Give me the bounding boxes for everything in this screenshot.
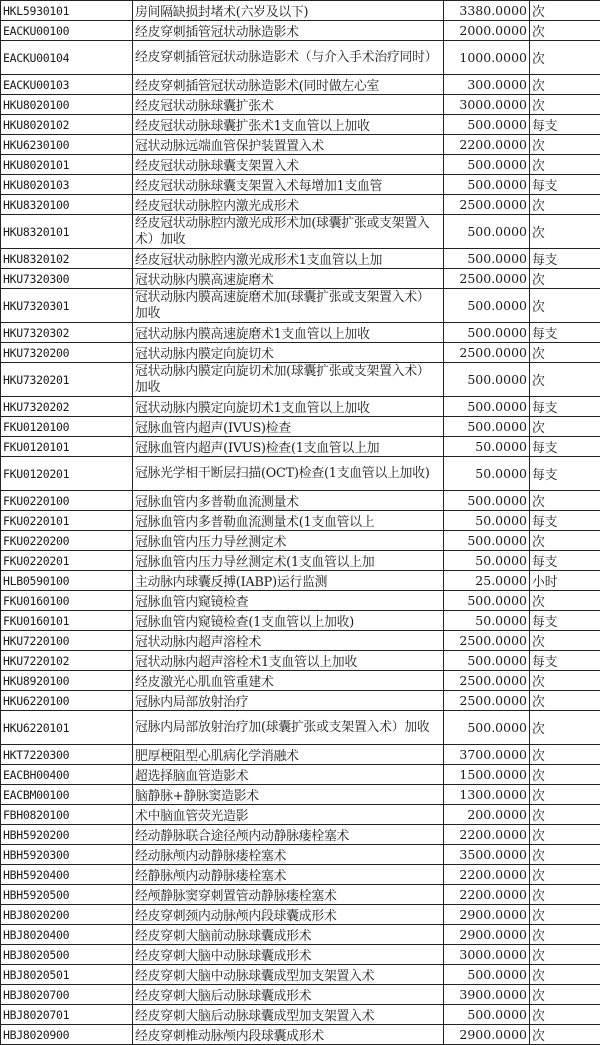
name-cell: 经皮激光心肌血管重建术 bbox=[133, 671, 444, 691]
price-cell: 3900.0000 bbox=[444, 985, 530, 1005]
unit-cell: 每支 bbox=[530, 115, 600, 135]
price-cell: 2900.0000 bbox=[444, 905, 530, 925]
name-cell: 冠脉血管内窥镜检查(1支血管以上加收) bbox=[133, 611, 444, 631]
price-cell: 500.0000 bbox=[444, 323, 530, 343]
code-cell: HKU6220100 bbox=[1, 691, 133, 711]
price-cell: 2200.0000 bbox=[444, 865, 530, 885]
table-row bbox=[1, 215, 600, 249]
unit-cell: 每支 bbox=[530, 511, 600, 531]
code-cell: HBH5920200 bbox=[1, 825, 133, 845]
table-row bbox=[1, 651, 600, 671]
price-cell: 500.0000 bbox=[444, 249, 530, 269]
price-cell: 500.0000 bbox=[444, 491, 530, 511]
unit-cell: 次 bbox=[530, 269, 600, 289]
unit-cell: 次 bbox=[530, 925, 600, 945]
name-cell: 术中脑血管荧光造影 bbox=[133, 805, 444, 825]
price-cell: 2200.0000 bbox=[444, 825, 530, 845]
table-row bbox=[1, 289, 600, 323]
code-cell: EACKU00104 bbox=[1, 41, 133, 75]
unit-cell: 次 bbox=[530, 289, 600, 323]
code-cell: HBH5920500 bbox=[1, 885, 133, 905]
name-cell: 经皮冠状动脉腔内激光成形术 bbox=[133, 195, 444, 215]
price-cell: 1300.0000 bbox=[444, 785, 530, 805]
price-cell: 50.0000 bbox=[444, 457, 530, 491]
code-cell: FKU0220101 bbox=[1, 511, 133, 531]
price-cell: 500.0000 bbox=[444, 115, 530, 135]
code-cell: HBH5920400 bbox=[1, 865, 133, 885]
table-row bbox=[1, 745, 600, 765]
name-cell: 主动脉内球囊反搏(IABP)运行监测 bbox=[133, 571, 444, 591]
code-cell: FKU0120101 bbox=[1, 437, 133, 457]
table-row bbox=[1, 343, 600, 363]
unit-cell: 次 bbox=[530, 765, 600, 785]
price-cell: 500.0000 bbox=[444, 711, 530, 745]
price-cell: 500.0000 bbox=[444, 175, 530, 195]
table-row bbox=[1, 417, 600, 437]
price-cell: 200.0000 bbox=[444, 805, 530, 825]
table-row bbox=[1, 21, 600, 41]
table-row bbox=[1, 765, 600, 785]
table-row bbox=[1, 925, 600, 945]
code-cell: HBH5920300 bbox=[1, 845, 133, 865]
price-cell: 2900.0000 bbox=[444, 925, 530, 945]
price-cell: 3000.0000 bbox=[444, 945, 530, 965]
price-cell: 2500.0000 bbox=[444, 195, 530, 215]
name-cell: 冠脉光学相干断层扫描(OCT)检查(1支血管以上加收) bbox=[133, 457, 444, 491]
price-cell: 50.0000 bbox=[444, 511, 530, 531]
table-row bbox=[1, 269, 600, 289]
name-cell: 经皮冠状动脉球囊扩张术 bbox=[133, 95, 444, 115]
unit-cell: 次 bbox=[530, 491, 600, 511]
code-cell: FBH0820100 bbox=[1, 805, 133, 825]
price-cell: 1500.0000 bbox=[444, 765, 530, 785]
name-cell: 经皮穿刺插管冠状动脉造影术 bbox=[133, 21, 444, 41]
unit-cell: 每支 bbox=[530, 611, 600, 631]
unit-cell: 次 bbox=[530, 825, 600, 845]
unit-cell: 次 bbox=[530, 41, 600, 75]
price-cell: 3380.0000 bbox=[444, 1, 530, 21]
table-row bbox=[1, 671, 600, 691]
table-row bbox=[1, 175, 600, 195]
unit-cell: 次 bbox=[530, 215, 600, 249]
name-cell: 经静脉颅内动静脉瘘栓塞术 bbox=[133, 865, 444, 885]
name-cell: 脑静脉+静脉窦造影术 bbox=[133, 785, 444, 805]
code-cell: FKU0220201 bbox=[1, 551, 133, 571]
price-cell: 500.0000 bbox=[444, 215, 530, 249]
code-cell: HKU8920100 bbox=[1, 671, 133, 691]
table-row bbox=[1, 75, 600, 95]
code-cell: HBJ8020501 bbox=[1, 965, 133, 985]
code-cell: HKU7320301 bbox=[1, 289, 133, 323]
table-row bbox=[1, 865, 600, 885]
price-cell: 500.0000 bbox=[444, 155, 530, 175]
table-row bbox=[1, 1025, 600, 1045]
name-cell: 冠状动脉内膜定向旋切术1支血管以上加收 bbox=[133, 397, 444, 417]
unit-cell: 每支 bbox=[530, 175, 600, 195]
price-cell: 25.0000 bbox=[444, 571, 530, 591]
unit-cell: 每支 bbox=[530, 651, 600, 671]
unit-cell: 次 bbox=[530, 1025, 600, 1045]
table-row bbox=[1, 711, 600, 745]
table-row bbox=[1, 195, 600, 215]
name-cell: 肥厚梗阻型心肌病化学消融术 bbox=[133, 745, 444, 765]
name-cell: 经皮穿刺颈内动脉颅内段球囊成形术 bbox=[133, 905, 444, 925]
table-row bbox=[1, 845, 600, 865]
code-cell: HKU7320200 bbox=[1, 343, 133, 363]
code-cell: HKT7220300 bbox=[1, 745, 133, 765]
price-cell: 500.0000 bbox=[444, 417, 530, 437]
price-cell: 500.0000 bbox=[444, 397, 530, 417]
table-row bbox=[1, 511, 600, 531]
name-cell: 经皮穿刺大脑中动脉球囊成形术 bbox=[133, 945, 444, 965]
price-cell: 2200.0000 bbox=[444, 885, 530, 905]
name-cell: 冠脉血管内超声(IVUS)检查 bbox=[133, 417, 444, 437]
name-cell: 经皮穿刺椎动脉颅内段球囊成形术 bbox=[133, 1025, 444, 1045]
code-cell: EACKU00103 bbox=[1, 75, 133, 95]
unit-cell: 次 bbox=[530, 885, 600, 905]
table-row bbox=[1, 1, 600, 21]
code-cell: HKU8320101 bbox=[1, 215, 133, 249]
code-cell: HKU6230100 bbox=[1, 135, 133, 155]
code-cell: HKU8020100 bbox=[1, 95, 133, 115]
table-row bbox=[1, 397, 600, 417]
unit-cell: 次 bbox=[530, 965, 600, 985]
code-cell: FKU0120201 bbox=[1, 457, 133, 491]
name-cell: 冠脉血管内多普勒血流测量术 bbox=[133, 491, 444, 511]
name-cell: 冠状动脉内膜高速旋磨术1支血管以上加收 bbox=[133, 323, 444, 343]
name-cell: 经皮冠状动脉腔内激光成形术1支血管以上加 bbox=[133, 249, 444, 269]
name-cell: 冠状动脉内膜高速旋磨术 bbox=[133, 269, 444, 289]
unit-cell: 次 bbox=[530, 155, 600, 175]
fee-table-body bbox=[1, 1, 600, 1045]
price-cell: 2500.0000 bbox=[444, 631, 530, 651]
price-cell: 2200.0000 bbox=[444, 135, 530, 155]
table-row bbox=[1, 531, 600, 551]
table-row bbox=[1, 95, 600, 115]
table-row bbox=[1, 155, 600, 175]
table-row bbox=[1, 457, 600, 491]
code-cell: HKU7320202 bbox=[1, 397, 133, 417]
unit-cell: 次 bbox=[530, 745, 600, 765]
name-cell: 经皮穿刺大脑中动脉球囊成型加支架置入术 bbox=[133, 965, 444, 985]
code-cell: HBJ8020700 bbox=[1, 985, 133, 1005]
code-cell: HKU7220102 bbox=[1, 651, 133, 671]
name-cell: 超选择脑血管造影术 bbox=[133, 765, 444, 785]
name-cell: 经皮穿刺大脑前动脉球囊成形术 bbox=[133, 925, 444, 945]
name-cell: 经动静脉联合途径颅内动静脉瘘栓塞术 bbox=[133, 825, 444, 845]
code-cell: FKU0160100 bbox=[1, 591, 133, 611]
price-cell: 2000.0000 bbox=[444, 21, 530, 41]
table-row bbox=[1, 825, 600, 845]
name-cell: 经动脉颅内动静脉瘘栓塞术 bbox=[133, 845, 444, 865]
code-cell: HKU7320300 bbox=[1, 269, 133, 289]
name-cell: 经皮穿刺大脑后动脉球囊成形术 bbox=[133, 985, 444, 1005]
code-cell: EACBH00400 bbox=[1, 765, 133, 785]
table-row bbox=[1, 591, 600, 611]
name-cell: 冠脉血管内压力导丝测定术(1支血管以上加 bbox=[133, 551, 444, 571]
price-cell: 3000.0000 bbox=[444, 95, 530, 115]
code-cell: HKU8320102 bbox=[1, 249, 133, 269]
table-row bbox=[1, 115, 600, 135]
price-cell: 50.0000 bbox=[444, 611, 530, 631]
price-cell: 500.0000 bbox=[444, 531, 530, 551]
name-cell: 冠状动脉内膜定向旋切术 bbox=[133, 343, 444, 363]
price-cell: 500.0000 bbox=[444, 289, 530, 323]
table-row bbox=[1, 571, 600, 591]
unit-cell: 每支 bbox=[530, 397, 600, 417]
code-cell: HBJ8020900 bbox=[1, 1025, 133, 1045]
unit-cell: 次 bbox=[530, 865, 600, 885]
name-cell: 经颅静脉窦穿刺置管动静脉瘘栓塞术 bbox=[133, 885, 444, 905]
name-cell: 经皮冠状动脉腔内激光成形术加(球囊扩张或支架置入术）加收 bbox=[133, 215, 444, 249]
price-cell: 2500.0000 bbox=[444, 671, 530, 691]
table-row bbox=[1, 249, 600, 269]
price-cell: 50.0000 bbox=[444, 551, 530, 571]
price-cell: 500.0000 bbox=[444, 591, 530, 611]
name-cell: 房间隔缺损封堵术(六岁及以下) bbox=[133, 1, 444, 21]
unit-cell: 次 bbox=[530, 75, 600, 95]
code-cell: FKU0220200 bbox=[1, 531, 133, 551]
unit-cell: 次 bbox=[530, 805, 600, 825]
unit-cell: 次 bbox=[530, 1, 600, 21]
name-cell: 冠脉血管内窥镜检查 bbox=[133, 591, 444, 611]
unit-cell: 次 bbox=[530, 985, 600, 1005]
code-cell: HBJ8020400 bbox=[1, 925, 133, 945]
name-cell: 冠状动脉内超声溶栓术1支血管以上加收 bbox=[133, 651, 444, 671]
table-row bbox=[1, 1005, 600, 1025]
unit-cell: 次 bbox=[530, 785, 600, 805]
unit-cell: 次 bbox=[530, 135, 600, 155]
unit-cell: 次 bbox=[530, 945, 600, 965]
unit-cell: 每支 bbox=[530, 437, 600, 457]
code-cell: HKU7320201 bbox=[1, 363, 133, 397]
name-cell: 经皮穿刺大脑后动脉球囊成型加支架置入术 bbox=[133, 1005, 444, 1025]
unit-cell: 次 bbox=[530, 671, 600, 691]
code-cell: FKU0120100 bbox=[1, 417, 133, 437]
name-cell: 经皮冠状动脉球囊扩张术1支血管以上加收 bbox=[133, 115, 444, 135]
price-cell: 2900.0000 bbox=[444, 1025, 530, 1045]
unit-cell: 次 bbox=[530, 591, 600, 611]
unit-cell: 次 bbox=[530, 195, 600, 215]
code-cell: HKL5930101 bbox=[1, 1, 133, 21]
unit-cell: 次 bbox=[530, 845, 600, 865]
price-cell: 50.0000 bbox=[444, 437, 530, 457]
price-cell: 500.0000 bbox=[444, 965, 530, 985]
table-row bbox=[1, 323, 600, 343]
unit-cell: 每支 bbox=[530, 323, 600, 343]
name-cell: 经皮冠状动脉球囊支架置入术 bbox=[133, 155, 444, 175]
table-row bbox=[1, 631, 600, 651]
code-cell: HBJ8020200 bbox=[1, 905, 133, 925]
table-row bbox=[1, 437, 600, 457]
table-row bbox=[1, 691, 600, 711]
name-cell: 冠状动脉远端血管保护装置置入术 bbox=[133, 135, 444, 155]
table-row bbox=[1, 945, 600, 965]
table-row bbox=[1, 905, 600, 925]
price-cell: 500.0000 bbox=[444, 651, 530, 671]
name-cell: 冠状动脉内超声溶栓术 bbox=[133, 631, 444, 651]
table-row bbox=[1, 985, 600, 1005]
code-cell: EACBM00100 bbox=[1, 785, 133, 805]
name-cell: 经皮穿刺插管冠状动脉造影术（与介入手术治疗同时） bbox=[133, 41, 444, 75]
code-cell: FKU0220100 bbox=[1, 491, 133, 511]
name-cell: 冠脉血管内超声(IVUS)检查(1支血管以上加 bbox=[133, 437, 444, 457]
price-cell: 2500.0000 bbox=[444, 691, 530, 711]
code-cell: HKU8020101 bbox=[1, 155, 133, 175]
unit-cell: 次 bbox=[530, 905, 600, 925]
table-row bbox=[1, 363, 600, 397]
unit-cell: 次 bbox=[530, 711, 600, 745]
name-cell: 冠脉内局部放射治疗加(球囊扩张或支架置入术）加收 bbox=[133, 711, 444, 745]
unit-cell: 每支 bbox=[530, 249, 600, 269]
code-cell: HKU8320100 bbox=[1, 195, 133, 215]
code-cell: HKU6220101 bbox=[1, 711, 133, 745]
code-cell: FKU0160101 bbox=[1, 611, 133, 631]
table-row bbox=[1, 551, 600, 571]
price-cell: 2500.0000 bbox=[444, 343, 530, 363]
table-row bbox=[1, 611, 600, 631]
code-cell: HLB0590100 bbox=[1, 571, 133, 591]
name-cell: 冠脉血管内多普勒血流测量术(1支血管以上 bbox=[133, 511, 444, 531]
price-cell: 500.0000 bbox=[444, 363, 530, 397]
table-row bbox=[1, 135, 600, 155]
code-cell: HKU8020102 bbox=[1, 115, 133, 135]
unit-cell: 次 bbox=[530, 631, 600, 651]
name-cell: 经皮冠状动脉球囊支架置入术每增加1支血管 bbox=[133, 175, 444, 195]
unit-cell: 次 bbox=[530, 417, 600, 437]
table-row bbox=[1, 41, 600, 75]
name-cell: 冠状动脉内膜高速旋磨术加(球囊扩张或支架置入术）加收 bbox=[133, 289, 444, 323]
unit-cell: 次 bbox=[530, 95, 600, 115]
unit-cell: 次 bbox=[530, 21, 600, 41]
price-cell: 1000.0000 bbox=[444, 41, 530, 75]
code-cell: HKU7320302 bbox=[1, 323, 133, 343]
name-cell: 冠脉内局部放射治疗 bbox=[133, 691, 444, 711]
code-cell: HKU8020103 bbox=[1, 175, 133, 195]
unit-cell: 次 bbox=[530, 1005, 600, 1025]
price-cell: 3500.0000 bbox=[444, 845, 530, 865]
table-row bbox=[1, 965, 600, 985]
unit-cell: 每支 bbox=[530, 457, 600, 491]
name-cell: 冠脉血管内压力导丝测定术 bbox=[133, 531, 444, 551]
table-row bbox=[1, 491, 600, 511]
unit-cell: 次 bbox=[530, 363, 600, 397]
unit-cell: 次 bbox=[530, 691, 600, 711]
table-row bbox=[1, 885, 600, 905]
unit-cell: 每支 bbox=[530, 551, 600, 571]
table-row bbox=[1, 785, 600, 805]
code-cell: HBJ8020500 bbox=[1, 945, 133, 965]
unit-cell: 小时 bbox=[530, 571, 600, 591]
name-cell: 冠状动脉内膜定向旋切术加(球囊扩张或支架置入术）加收 bbox=[133, 363, 444, 397]
unit-cell: 次 bbox=[530, 343, 600, 363]
price-cell: 2500.0000 bbox=[444, 269, 530, 289]
code-cell: EACKU00100 bbox=[1, 21, 133, 41]
code-cell: HKU7220100 bbox=[1, 631, 133, 651]
code-cell: HBJ8020701 bbox=[1, 1005, 133, 1025]
table-row bbox=[1, 805, 600, 825]
price-cell: 300.0000 bbox=[444, 75, 530, 95]
name-cell: 经皮穿刺插管冠状动脉造影术(同时做左心室 bbox=[133, 75, 444, 95]
price-cell: 500.0000 bbox=[444, 1005, 530, 1025]
price-cell: 3700.0000 bbox=[444, 745, 530, 765]
unit-cell: 次 bbox=[530, 531, 600, 551]
